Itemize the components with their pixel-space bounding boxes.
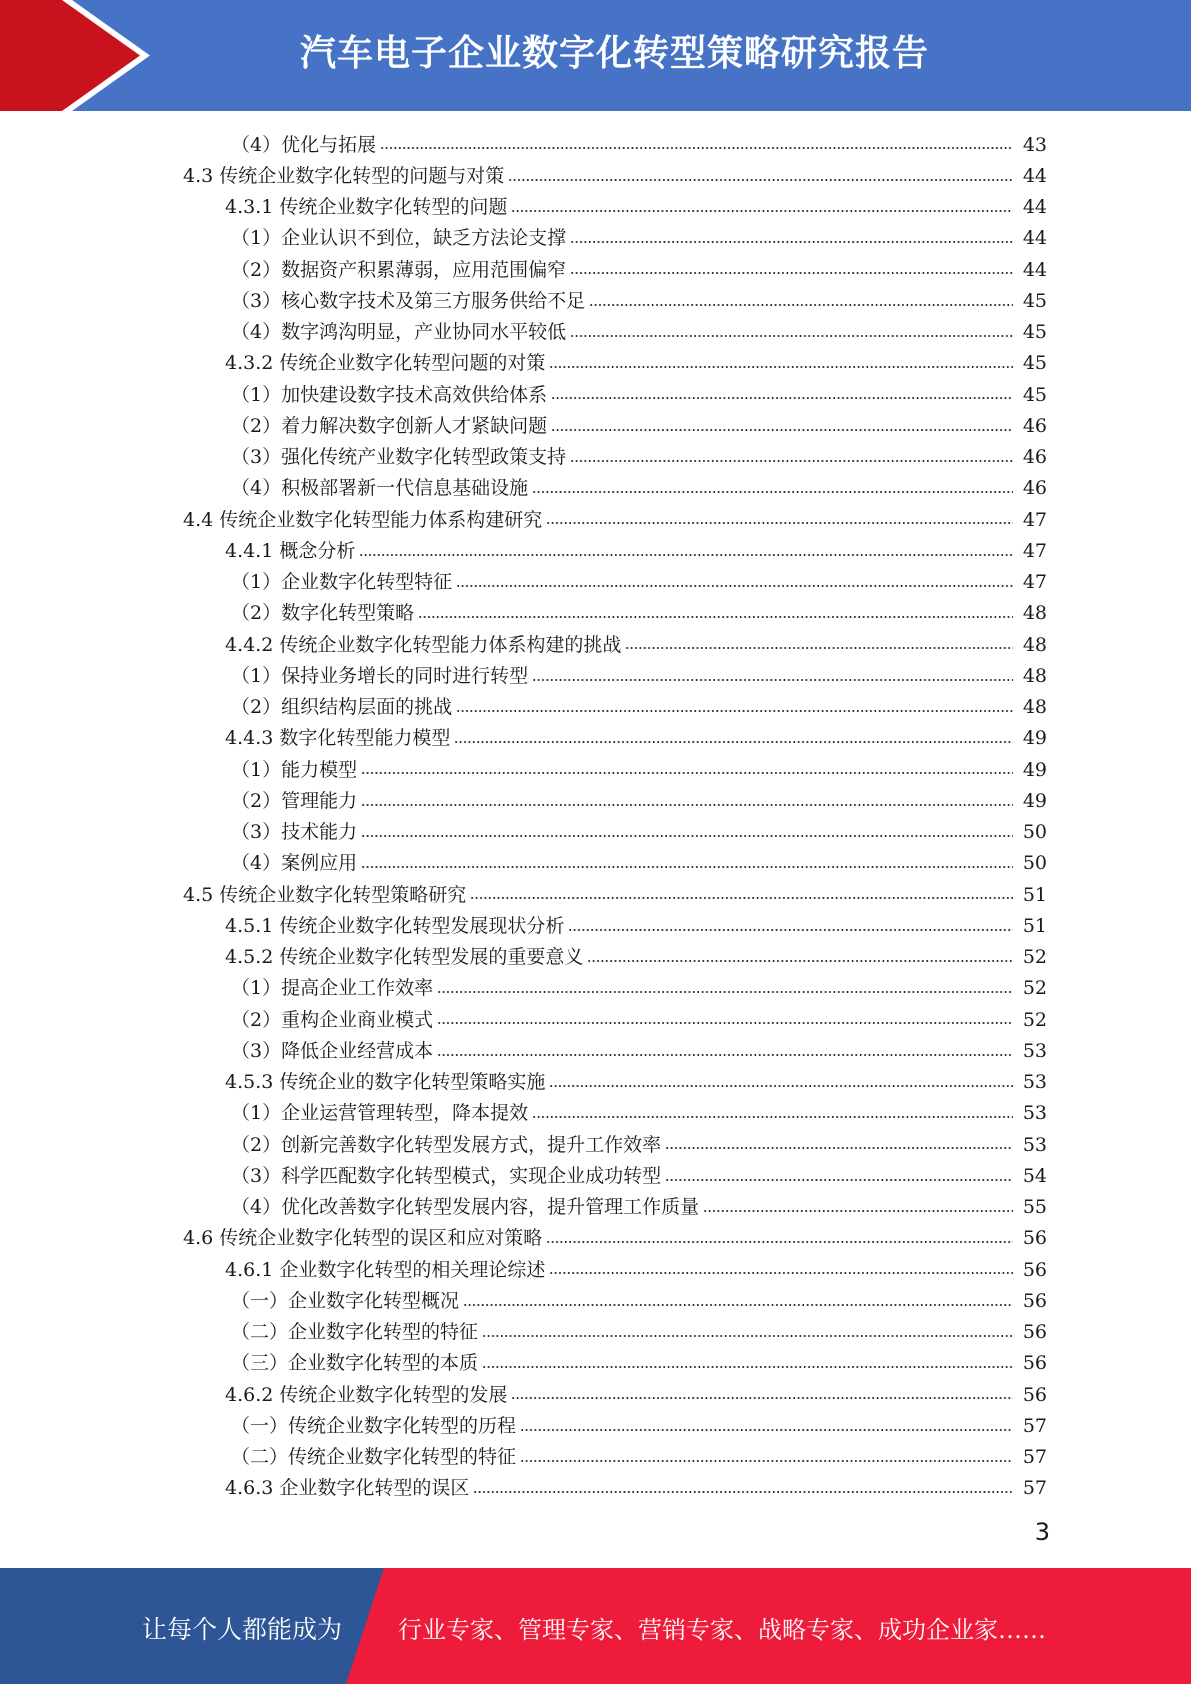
toc-dot-leader xyxy=(570,458,1013,464)
toc-entry[interactable] xyxy=(0,848,1191,879)
toc-entry[interactable] xyxy=(0,535,1191,566)
page-number: 3 xyxy=(1034,1518,1050,1546)
toc-dot-leader xyxy=(473,1489,1013,1495)
toc-dot-leader xyxy=(520,1427,1013,1433)
toc-entry-page: 48 xyxy=(1022,633,1047,656)
toc-entry[interactable] xyxy=(0,1067,1191,1098)
toc-entry-title: 4.6.3 企业数字化转型的误区 xyxy=(225,1477,470,1500)
toc-entry-title: （1）能力模型 xyxy=(231,758,358,781)
toc-dot-leader xyxy=(437,989,1013,995)
toc-entry-page: 54 xyxy=(1022,1164,1047,1187)
toc-entry-title: （二）传统企业数字化转型的特征 xyxy=(231,1446,517,1469)
toc-entry-page: 53 xyxy=(1022,1039,1047,1062)
toc-entry-title: （2）数字化转型策略 xyxy=(231,602,415,625)
toc-entry-title: 4.6.2 传统企业数字化转型的发展 xyxy=(225,1383,508,1406)
toc-dot-leader xyxy=(546,520,1013,526)
toc-entry-page: 46 xyxy=(1022,446,1047,469)
toc-dot-leader xyxy=(570,270,1013,276)
toc-dot-leader xyxy=(456,708,1013,714)
toc-entry-page: 45 xyxy=(1022,289,1047,312)
toc-entry-page: 48 xyxy=(1022,696,1047,719)
toc-dot-leader xyxy=(520,1458,1013,1464)
toc-entry-page: 56 xyxy=(1022,1321,1047,1344)
toc-entry[interactable] xyxy=(0,1410,1191,1441)
report-title: 汽车电子企业数字化转型策略研究报告 xyxy=(300,33,930,74)
toc-dot-leader xyxy=(546,1239,1013,1245)
toc-dot-leader xyxy=(511,1395,1013,1401)
toc-entry-page: 51 xyxy=(1022,883,1047,906)
toc-dot-leader xyxy=(482,1364,1013,1370)
toc-entry-title: （4）案例应用 xyxy=(231,852,358,875)
toc-entry-page: 53 xyxy=(1022,1133,1047,1156)
toc-entry-page: 57 xyxy=(1022,1446,1047,1469)
toc-entry[interactable] xyxy=(0,1379,1191,1410)
toc-entry[interactable] xyxy=(0,442,1191,473)
toc-entry-title: 4.4.3 数字化转型能力模型 xyxy=(225,727,451,750)
toc-dot-leader xyxy=(549,364,1013,370)
toc-entry[interactable] xyxy=(0,223,1191,254)
toc-entry[interactable] xyxy=(0,1348,1191,1379)
toc-entry-page: 52 xyxy=(1022,977,1047,1000)
toc-dot-leader xyxy=(508,177,1013,183)
toc-entry-page: 48 xyxy=(1022,664,1047,687)
toc-entry-title: （2）管理能力 xyxy=(231,789,358,812)
toc-entry-title: （1）提高企业工作效率 xyxy=(231,977,434,1000)
toc-entry-title: 4.4 传统企业数字化转型能力体系构建研究 xyxy=(183,508,543,531)
toc-entry-page: 55 xyxy=(1022,1196,1047,1219)
toc-entry-title: 4.5 传统企业数字化转型策略研究 xyxy=(183,883,467,906)
toc-dot-leader xyxy=(532,1114,1013,1120)
toc-dot-leader xyxy=(361,802,1013,808)
toc-entry-page: 44 xyxy=(1022,227,1047,250)
toc-entry-page: 47 xyxy=(1022,539,1047,562)
toc-entry[interactable] xyxy=(0,1160,1191,1191)
toc-entry[interactable] xyxy=(0,1317,1191,1348)
toc-entry[interactable] xyxy=(0,910,1191,941)
toc-entry-page: 49 xyxy=(1022,758,1047,781)
toc-entry-title: （2）创新完善数字化转型发展方式，提升工作效率 xyxy=(231,1133,662,1156)
toc-entry-title: （1）企业认识不到位，缺乏方法论支撑 xyxy=(231,227,567,250)
toc-entry-title: 4.3 传统企业数字化转型的问题与对策 xyxy=(183,164,505,187)
toc-entry-page: 44 xyxy=(1022,258,1047,281)
toc-dot-leader xyxy=(625,645,1013,651)
toc-dot-leader xyxy=(568,927,1013,933)
toc-entry-page: 53 xyxy=(1022,1102,1047,1125)
toc-entry-page: 47 xyxy=(1022,508,1047,531)
toc-entry[interactable] xyxy=(0,285,1191,316)
toc-entry[interactable] xyxy=(0,973,1191,1004)
toc-entry-title: 4.5.2 传统企业数字化转型发展的重要意义 xyxy=(225,946,584,969)
toc-entry[interactable] xyxy=(0,1192,1191,1223)
toc-dot-leader xyxy=(665,1145,1013,1151)
toc-entry-page: 56 xyxy=(1022,1289,1047,1312)
toc-entry-title: （2）数据资产积累薄弱，应用范围偏窄 xyxy=(231,258,567,281)
toc-entry-title: （2）组织结构层面的挑战 xyxy=(231,696,453,719)
toc-dot-leader xyxy=(532,489,1013,495)
toc-entry[interactable] xyxy=(0,410,1191,441)
toc-entry[interactable] xyxy=(0,504,1191,535)
table-of-contents xyxy=(0,129,1191,1504)
toc-entry-title: 4.4.1 概念分析 xyxy=(225,539,356,562)
toc-entry[interactable] xyxy=(0,160,1191,191)
toc-entry-page: 46 xyxy=(1022,477,1047,500)
toc-entry[interactable] xyxy=(0,129,1191,160)
toc-entry-title: （3）降低企业经营成本 xyxy=(231,1039,434,1062)
toc-entry[interactable] xyxy=(0,598,1191,629)
toc-entry-page: 49 xyxy=(1022,789,1047,812)
toc-entry-title: （3）科学匹配数字化转型模式，实现企业成功转型 xyxy=(231,1164,662,1187)
toc-entry-page: 57 xyxy=(1022,1477,1047,1500)
toc-entry-page: 52 xyxy=(1022,946,1047,969)
toc-dot-leader xyxy=(551,395,1013,401)
toc-entry[interactable] xyxy=(0,1035,1191,1066)
toc-entry[interactable] xyxy=(0,879,1191,910)
toc-dot-leader xyxy=(551,427,1013,433)
toc-dot-leader xyxy=(570,239,1013,245)
toc-entry[interactable] xyxy=(0,379,1191,410)
toc-dot-leader xyxy=(361,770,1013,776)
toc-entry[interactable] xyxy=(0,754,1191,785)
toc-entry-page: 45 xyxy=(1022,352,1047,375)
toc-entry-title: （1）加快建设数字技术高效供给体系 xyxy=(231,383,548,406)
toc-dot-leader xyxy=(549,1270,1013,1276)
toc-dot-leader xyxy=(437,1052,1013,1058)
toc-entry-title: （一）企业数字化转型概况 xyxy=(231,1289,460,1312)
toc-entry[interactable] xyxy=(0,817,1191,848)
toc-entry-title: （2）重构企业商业模式 xyxy=(231,1008,434,1031)
toc-entry-title: （4）积极部署新一代信息基础设施 xyxy=(231,477,529,500)
toc-entry[interactable] xyxy=(0,1473,1191,1504)
toc-entry-page: 45 xyxy=(1022,321,1047,344)
toc-entry-page: 56 xyxy=(1022,1352,1047,1375)
toc-entry[interactable] xyxy=(0,942,1191,973)
toc-entry-title: 4.3.1 传统企业数字化转型的问题 xyxy=(225,196,508,219)
toc-dot-leader xyxy=(570,333,1013,339)
toc-dot-leader xyxy=(361,864,1013,870)
toc-dot-leader xyxy=(587,958,1013,964)
toc-entry[interactable] xyxy=(0,1285,1191,1316)
toc-entry[interactable] xyxy=(0,192,1191,223)
toc-entry-title: （3）强化传统产业数字化转型政策支持 xyxy=(231,446,567,469)
toc-entry-title: 4.3.2 传统企业数字化转型问题的对策 xyxy=(225,352,546,375)
toc-entry[interactable] xyxy=(0,254,1191,285)
toc-dot-leader xyxy=(463,1302,1013,1308)
toc-entry-page: 51 xyxy=(1022,914,1047,937)
toc-entry-title: （二）企业数字化转型的特征 xyxy=(231,1321,479,1344)
toc-entry[interactable] xyxy=(0,785,1191,816)
page-header xyxy=(0,0,1191,111)
toc-entry[interactable] xyxy=(0,473,1191,504)
toc-entry-title: （4）数字鸿沟明显，产业协同水平较低 xyxy=(231,321,567,344)
toc-entry[interactable] xyxy=(0,1098,1191,1129)
toc-entry[interactable] xyxy=(0,692,1191,723)
toc-entry-page: 56 xyxy=(1022,1227,1047,1250)
toc-entry[interactable] xyxy=(0,660,1191,691)
toc-entry-page: 50 xyxy=(1022,852,1047,875)
toc-entry-title: 4.6.1 企业数字化转型的相关理论综述 xyxy=(225,1258,546,1281)
toc-entry-title: 4.4.2 传统企业数字化转型能力体系构建的挑战 xyxy=(225,633,622,656)
toc-entry-title: （4）优化改善数字化转型发展内容，提升管理工作质量 xyxy=(231,1196,700,1219)
toc-entry[interactable] xyxy=(0,1223,1191,1254)
toc-dot-leader xyxy=(532,677,1013,683)
toc-dot-leader xyxy=(549,1083,1013,1089)
toc-entry[interactable] xyxy=(0,317,1191,348)
toc-entry[interactable] xyxy=(0,348,1191,379)
toc-entry-page: 48 xyxy=(1022,602,1047,625)
toc-dot-leader xyxy=(589,302,1013,308)
toc-dot-leader xyxy=(359,552,1013,558)
toc-entry-title: （三）企业数字化转型的本质 xyxy=(231,1352,479,1375)
toc-entry-title: （4）优化与拓展 xyxy=(231,133,377,156)
toc-entry-page: 56 xyxy=(1022,1383,1047,1406)
toc-dot-leader xyxy=(665,1177,1013,1183)
toc-dot-leader xyxy=(418,614,1013,620)
toc-entry-title: 4.5.3 传统企业的数字化转型策略实施 xyxy=(225,1071,546,1094)
toc-entry[interactable] xyxy=(0,629,1191,660)
toc-entry-page: 44 xyxy=(1022,164,1047,187)
toc-entry[interactable] xyxy=(0,1254,1191,1285)
toc-entry[interactable] xyxy=(0,1129,1191,1160)
toc-entry-title: （3）技术能力 xyxy=(231,821,358,844)
toc-dot-leader xyxy=(482,1333,1013,1339)
toc-dot-leader xyxy=(456,583,1013,589)
toc-entry-page: 44 xyxy=(1022,196,1047,219)
toc-entry-page: 49 xyxy=(1022,727,1047,750)
toc-entry[interactable] xyxy=(0,1442,1191,1473)
toc-entry-page: 52 xyxy=(1022,1008,1047,1031)
toc-entry-title: 4.5.1 传统企业数字化转型发展现状分析 xyxy=(225,914,565,937)
toc-entry[interactable] xyxy=(0,567,1191,598)
footer-slogan-right: 行业专家、管理专家、营销专家、战略专家、成功企业家…… xyxy=(398,1616,1046,1644)
toc-entry-title: （2）着力解决数字创新人才紧缺问题 xyxy=(231,414,548,437)
toc-dot-leader xyxy=(454,739,1013,745)
toc-dot-leader xyxy=(511,208,1013,214)
toc-entry-page: 43 xyxy=(1022,133,1047,156)
toc-entry-title: （3）核心数字技术及第三方服务供给不足 xyxy=(231,289,586,312)
toc-entry-page: 50 xyxy=(1022,821,1047,844)
toc-entry-title: （1）企业数字化转型特征 xyxy=(231,571,453,594)
toc-entry-title: （1）企业运营管理转型，降本提效 xyxy=(231,1102,529,1125)
toc-entry-page: 57 xyxy=(1022,1414,1047,1437)
page-footer xyxy=(0,1568,1191,1684)
toc-entry-page: 46 xyxy=(1022,414,1047,437)
toc-entry-page: 53 xyxy=(1022,1071,1047,1094)
toc-entry[interactable] xyxy=(0,723,1191,754)
toc-dot-leader xyxy=(703,1208,1013,1214)
toc-dot-leader xyxy=(361,833,1013,839)
toc-dot-leader xyxy=(437,1020,1013,1026)
footer-slogan-left: 让每个人都能成为 xyxy=(142,1615,343,1644)
toc-dot-leader xyxy=(470,895,1013,901)
toc-entry[interactable] xyxy=(0,1004,1191,1035)
toc-entry-title: （1）保持业务增长的同时进行转型 xyxy=(231,664,529,687)
toc-entry-page: 45 xyxy=(1022,383,1047,406)
toc-entry-page: 47 xyxy=(1022,571,1047,594)
toc-entry-page: 56 xyxy=(1022,1258,1047,1281)
toc-entry-title: 4.6 传统企业数字化转型的误区和应对策略 xyxy=(183,1227,543,1250)
toc-dot-leader xyxy=(380,145,1013,151)
toc-entry-title: （一）传统企业数字化转型的历程 xyxy=(231,1414,517,1437)
